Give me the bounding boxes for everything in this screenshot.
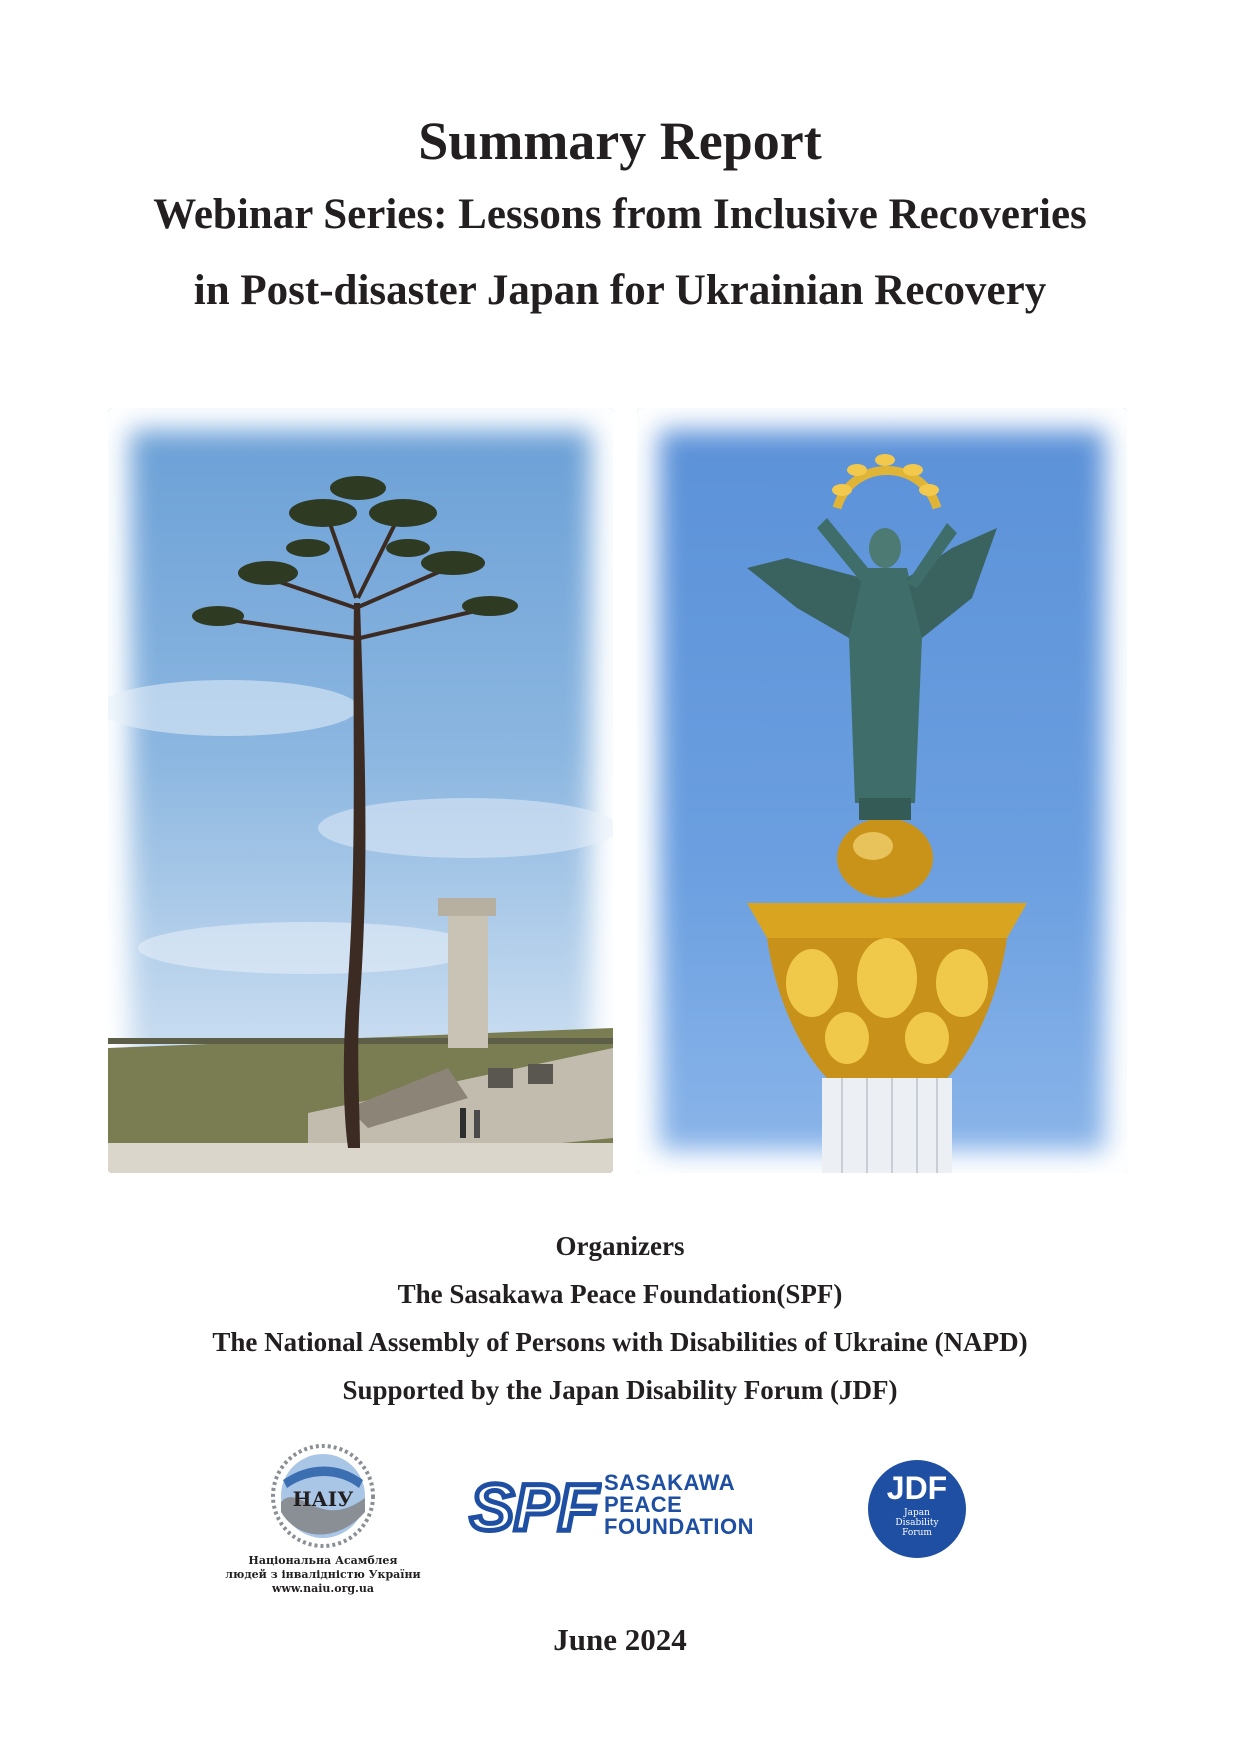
jdf-subtext-line3: Forum [902,1528,932,1538]
spf-mark-text: SPF [470,1470,599,1544]
spf-mark-icon [468,1468,602,1544]
jdf-subtext [868,1508,966,1538]
organizers-block [0,1222,1240,1414]
napd-emblem-icon [269,1442,377,1550]
supporter-jdf: Supported by the Japan Disability Forum (JDF) [342,1375,898,1405]
title-block [0,105,1240,329]
logo-row [0,1440,1240,1620]
spf-wordmark-line2: PEACE [604,1492,683,1517]
report-title: Summary Report [418,111,822,171]
spf-wordmark [604,1472,754,1538]
napd-caption [218,1554,428,1596]
napd-emblem-letters: НАІУ [292,1487,354,1511]
report-subtitle-line2: in Post-disaster Japan for Ukrainian Recovery [193,267,1047,314]
independence-monument-illustration [637,408,1127,1173]
jdf-mark: JDF [886,1470,948,1506]
napd-caption-line1: Національна Асамблея [248,1554,398,1567]
publication-date: June 2024 [553,1622,687,1657]
jdf-subtext-line2: Disability [895,1518,939,1528]
independence-monument-photo [637,408,1127,1173]
miracle-pine-illustration [108,408,613,1173]
napd-caption-line3: www.naiu.org.ua [271,1582,375,1595]
spf-logo [468,1468,778,1544]
jdf-logo [868,1460,966,1558]
organizers-heading: Organizers [555,1231,685,1261]
organizer-spf: The Sasakawa Peace Foundation(SPF) [397,1279,843,1309]
napd-logo [218,1440,428,1596]
spf-wordmark-line1: SASAKAWA [604,1470,736,1495]
napd-caption-line2: людей з інвалідністю України [225,1568,421,1581]
miracle-pine-photo [108,408,613,1173]
jdf-subtext-line1: Japan [904,1508,930,1518]
spf-wordmark-line3: FOUNDATION [604,1514,755,1539]
report-subtitle-line1: Webinar Series: Lessons from Inclusive Recoveries [153,191,1087,238]
organizer-napd: The National Assembly of Persons with Disabilities of Ukraine (NAPD) [212,1327,1028,1357]
